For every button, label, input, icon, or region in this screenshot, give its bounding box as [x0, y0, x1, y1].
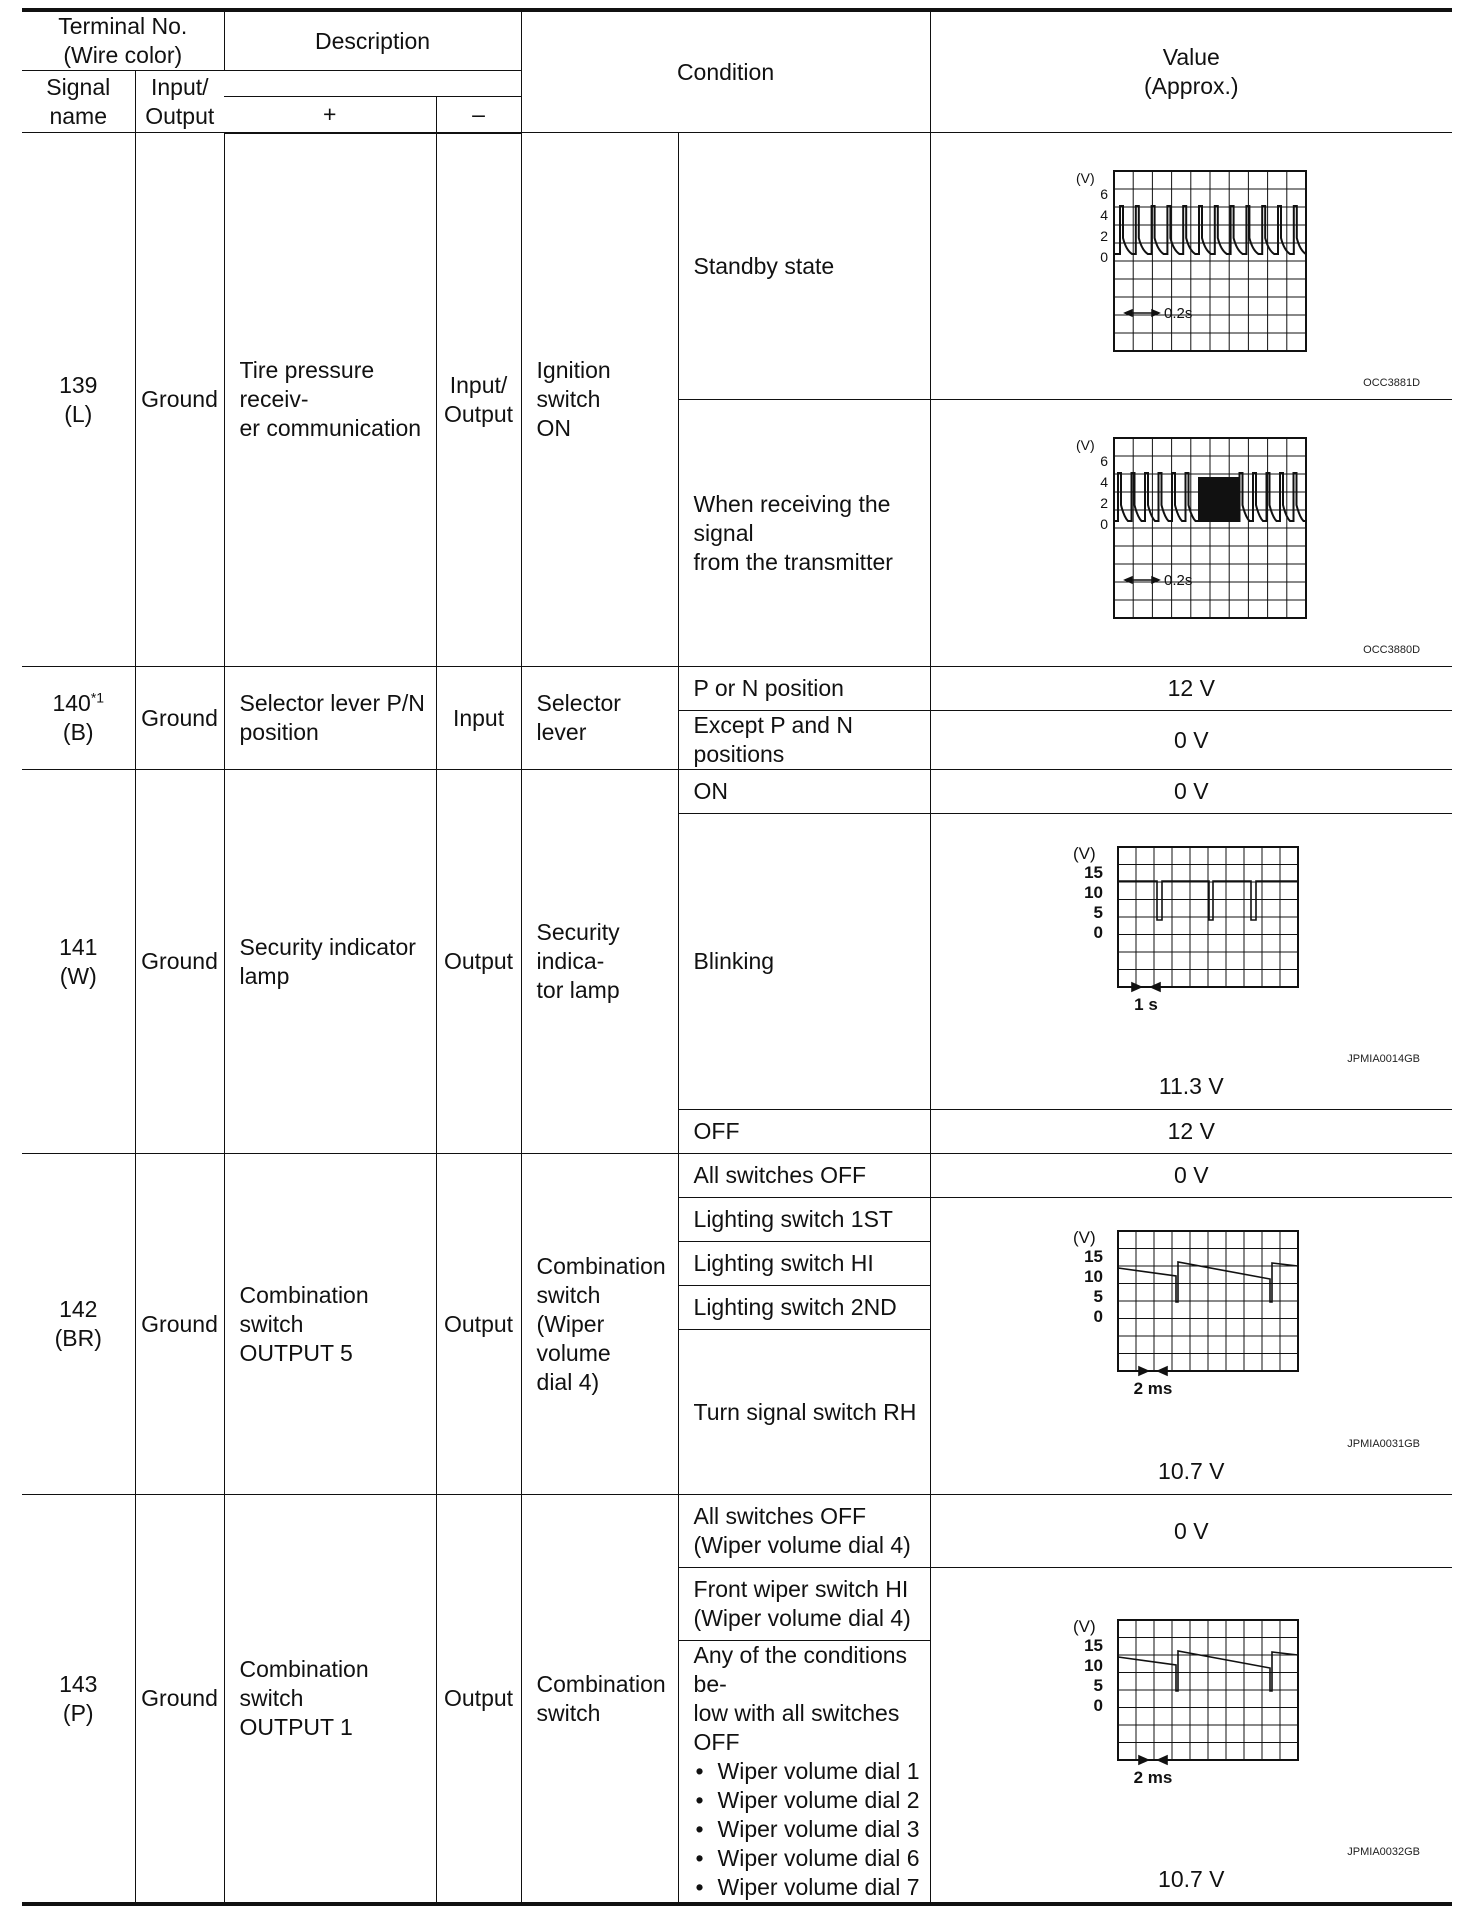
io-cell: Input: [436, 667, 521, 770]
figure-code: JPMIA0014GB: [1347, 1053, 1421, 1065]
condition-cell: Selector lever: [521, 667, 678, 770]
sub-condition-cell: [678, 1641, 930, 1905]
ground-cell: Ground: [135, 1154, 224, 1495]
io-cell: Input/ Output: [436, 133, 521, 667]
table-row: [22, 770, 1452, 814]
y-tick-label: 0: [1100, 249, 1109, 265]
waveform-unit-label: (V): [1076, 437, 1095, 453]
ground-cell: Ground: [135, 133, 224, 667]
minus-header: –: [436, 97, 521, 133]
value-text: 10.7 V: [1158, 1866, 1225, 1892]
terminal-cell: 143 (P): [22, 1495, 135, 1905]
value-text: 10.7 V: [1158, 1458, 1225, 1484]
terminal-cell: 142 (BR): [22, 1154, 135, 1495]
sub-condition-cell: Standby state: [678, 133, 930, 400]
y-tick-label: 0: [1093, 1696, 1104, 1715]
sub-condition-cell: P or N position: [678, 667, 930, 711]
sub-condition-cell: All switches OFF (Wiper volume dial 4): [678, 1495, 930, 1568]
input-output-header: Input/ Output: [135, 71, 224, 133]
sub-condition-cell: Lighting switch 1ST: [678, 1198, 930, 1242]
y-tick-label: 6: [1100, 453, 1109, 469]
terminal-number: 140: [52, 690, 91, 716]
signal-name-header: Signal name: [22, 71, 135, 133]
time-scale-label: 1 s: [1134, 994, 1159, 1014]
time-scale-label: 0.2s: [1164, 305, 1193, 322]
waveform-blinking: [1066, 842, 1316, 1042]
sub-condition-cell: Except P and N positions: [678, 711, 930, 770]
signal-name-cell: Tire pressure receiv- er communication: [224, 133, 436, 667]
value-cell: 0 V: [930, 1154, 1452, 1198]
time-scale-label: 2 ms: [1133, 1379, 1173, 1398]
sub-condition-cell: Lighting switch 2ND: [678, 1286, 930, 1330]
y-tick-label: 10: [1084, 1656, 1104, 1675]
figure-code: JPMIA0032GB: [1347, 1846, 1421, 1858]
sub-condition-cell: Turn signal switch RH: [678, 1330, 930, 1495]
y-tick-label: 0: [1093, 1307, 1104, 1326]
figure-code: JPMIA0031GB: [1347, 1438, 1421, 1450]
table-row: [22, 1495, 1452, 1568]
plus-header: +: [224, 97, 436, 133]
y-tick-label: 10: [1084, 882, 1104, 902]
condition-header: Condition: [521, 10, 930, 133]
list-item: • Wiper volume dial 7: [694, 1873, 924, 1902]
y-tick-label: 6: [1100, 186, 1109, 202]
ground-cell: Ground: [135, 1495, 224, 1905]
sub-condition-cell: Lighting switch HI: [678, 1242, 930, 1286]
signal-name-cell: Security indicator lamp: [224, 770, 436, 1154]
y-tick-label: 5: [1093, 902, 1104, 922]
description-header: Description: [224, 10, 521, 71]
signal-name-cell: Combination switch OUTPUT 5: [224, 1154, 436, 1495]
time-scale-marker: [1118, 983, 1174, 991]
waveform-output-5: [1066, 1226, 1316, 1426]
condition-list: [694, 1757, 924, 1902]
y-tick-label: 10: [1084, 1267, 1104, 1286]
wire-color: (B): [62, 719, 94, 745]
time-scale-marker: [1118, 1367, 1188, 1375]
table-row: [22, 667, 1452, 711]
y-tick-label: 0: [1093, 922, 1104, 942]
value-header: Value (Approx.): [930, 10, 1452, 133]
terminal-cell: 141 (W): [22, 770, 135, 1154]
list-item: • Wiper volume dial 3: [694, 1815, 924, 1844]
signal-name-cell: Selector lever P/N position: [224, 667, 436, 770]
y-tick-label: 5: [1093, 1287, 1104, 1306]
y-tick-label: 15: [1084, 862, 1104, 882]
y-tick-label: 5: [1093, 1676, 1104, 1695]
waveform-grid: [1118, 847, 1298, 987]
table-row: [22, 133, 1452, 400]
ground-cell: Ground: [135, 667, 224, 770]
list-item: • Wiper volume dial 1: [694, 1757, 924, 1786]
terminal-no-header: Terminal No. (Wire color): [22, 10, 224, 71]
ground-cell: Ground: [135, 770, 224, 1154]
waveform-receiving: [1066, 433, 1316, 633]
waveform-unit-label: (V): [1073, 843, 1096, 863]
io-cell: Output: [436, 770, 521, 1154]
waveform-cell: [930, 1568, 1452, 1905]
sub-condition-cell: OFF: [678, 1110, 930, 1154]
waveform-unit-label: (V): [1076, 170, 1095, 186]
waveform-cell: [930, 814, 1452, 1110]
y-tick-label: 4: [1100, 474, 1109, 490]
figure-code: OCC3880D: [1363, 644, 1421, 656]
value-cell: 0 V: [930, 1495, 1452, 1568]
waveform-cell: [930, 400, 1452, 667]
y-tick-label: 2: [1100, 228, 1109, 244]
condition-cell: Security indica- tor lamp: [521, 770, 678, 1154]
value-cell: 0 V: [930, 770, 1452, 814]
condition-cell: Combination switch (Wiper volume dial 4): [521, 1154, 678, 1495]
sub-condition-cell: ON: [678, 770, 930, 814]
y-tick-label: 15: [1084, 1636, 1104, 1655]
terminal-spec-table: [22, 8, 1452, 1906]
sub-condition-cell: Blinking: [678, 814, 930, 1110]
waveform-cell: [930, 1198, 1452, 1495]
footnote-mark: *1: [90, 689, 105, 706]
io-cell: Output: [436, 1154, 521, 1495]
waveform-grid: [1118, 1231, 1298, 1371]
waveform-standby: [1066, 166, 1316, 366]
time-scale-label: 2 ms: [1133, 1768, 1173, 1787]
waveform-output-1: [1066, 1615, 1316, 1815]
time-scale-marker: [1118, 1756, 1188, 1764]
y-tick-label: 4: [1100, 207, 1109, 223]
list-item: • Wiper volume dial 2: [694, 1786, 924, 1815]
waveform-unit-label: (V): [1073, 1228, 1096, 1247]
sub-condition-cell: When receiving the signal from the transmitter: [678, 400, 930, 667]
value-text: 11.3 V: [1158, 1073, 1224, 1099]
waveform-cell: [930, 133, 1452, 400]
sub-condition-cell: Front wiper switch HI (Wiper volume dial 4): [678, 1568, 930, 1641]
value-cell: 0 V: [930, 711, 1452, 770]
terminal-cell: 139 (L): [22, 133, 135, 667]
waveform-grid: [1114, 171, 1306, 351]
sub-condition-cell: All switches OFF: [678, 1154, 930, 1198]
y-tick-label: 2: [1100, 495, 1109, 511]
waveform-grid: [1118, 1620, 1298, 1760]
condition-cell: Ignition switch ON: [521, 133, 678, 667]
waveform-trace: [1114, 473, 1306, 521]
signal-name-cell: Combination switch OUTPUT 1: [224, 1495, 436, 1905]
y-tick-label: 15: [1084, 1247, 1104, 1266]
io-cell: Output: [436, 1495, 521, 1905]
condition-intro: Any of the conditions be- low with all switches OFF: [693, 1642, 908, 1755]
table-row: [22, 1154, 1452, 1198]
y-tick-label: 0: [1100, 516, 1109, 532]
waveform-grid: [1114, 438, 1306, 618]
condition-cell: Combination switch: [521, 1495, 678, 1905]
value-cell: 12 V: [930, 1110, 1452, 1154]
terminal-cell: [22, 667, 135, 770]
time-scale-label: 0.2s: [1164, 572, 1193, 589]
figure-code: OCC3881D: [1363, 377, 1421, 389]
list-item: • Wiper volume dial 6: [694, 1844, 924, 1873]
value-cell: 12 V: [930, 667, 1452, 711]
waveform-unit-label: (V): [1073, 1617, 1096, 1636]
